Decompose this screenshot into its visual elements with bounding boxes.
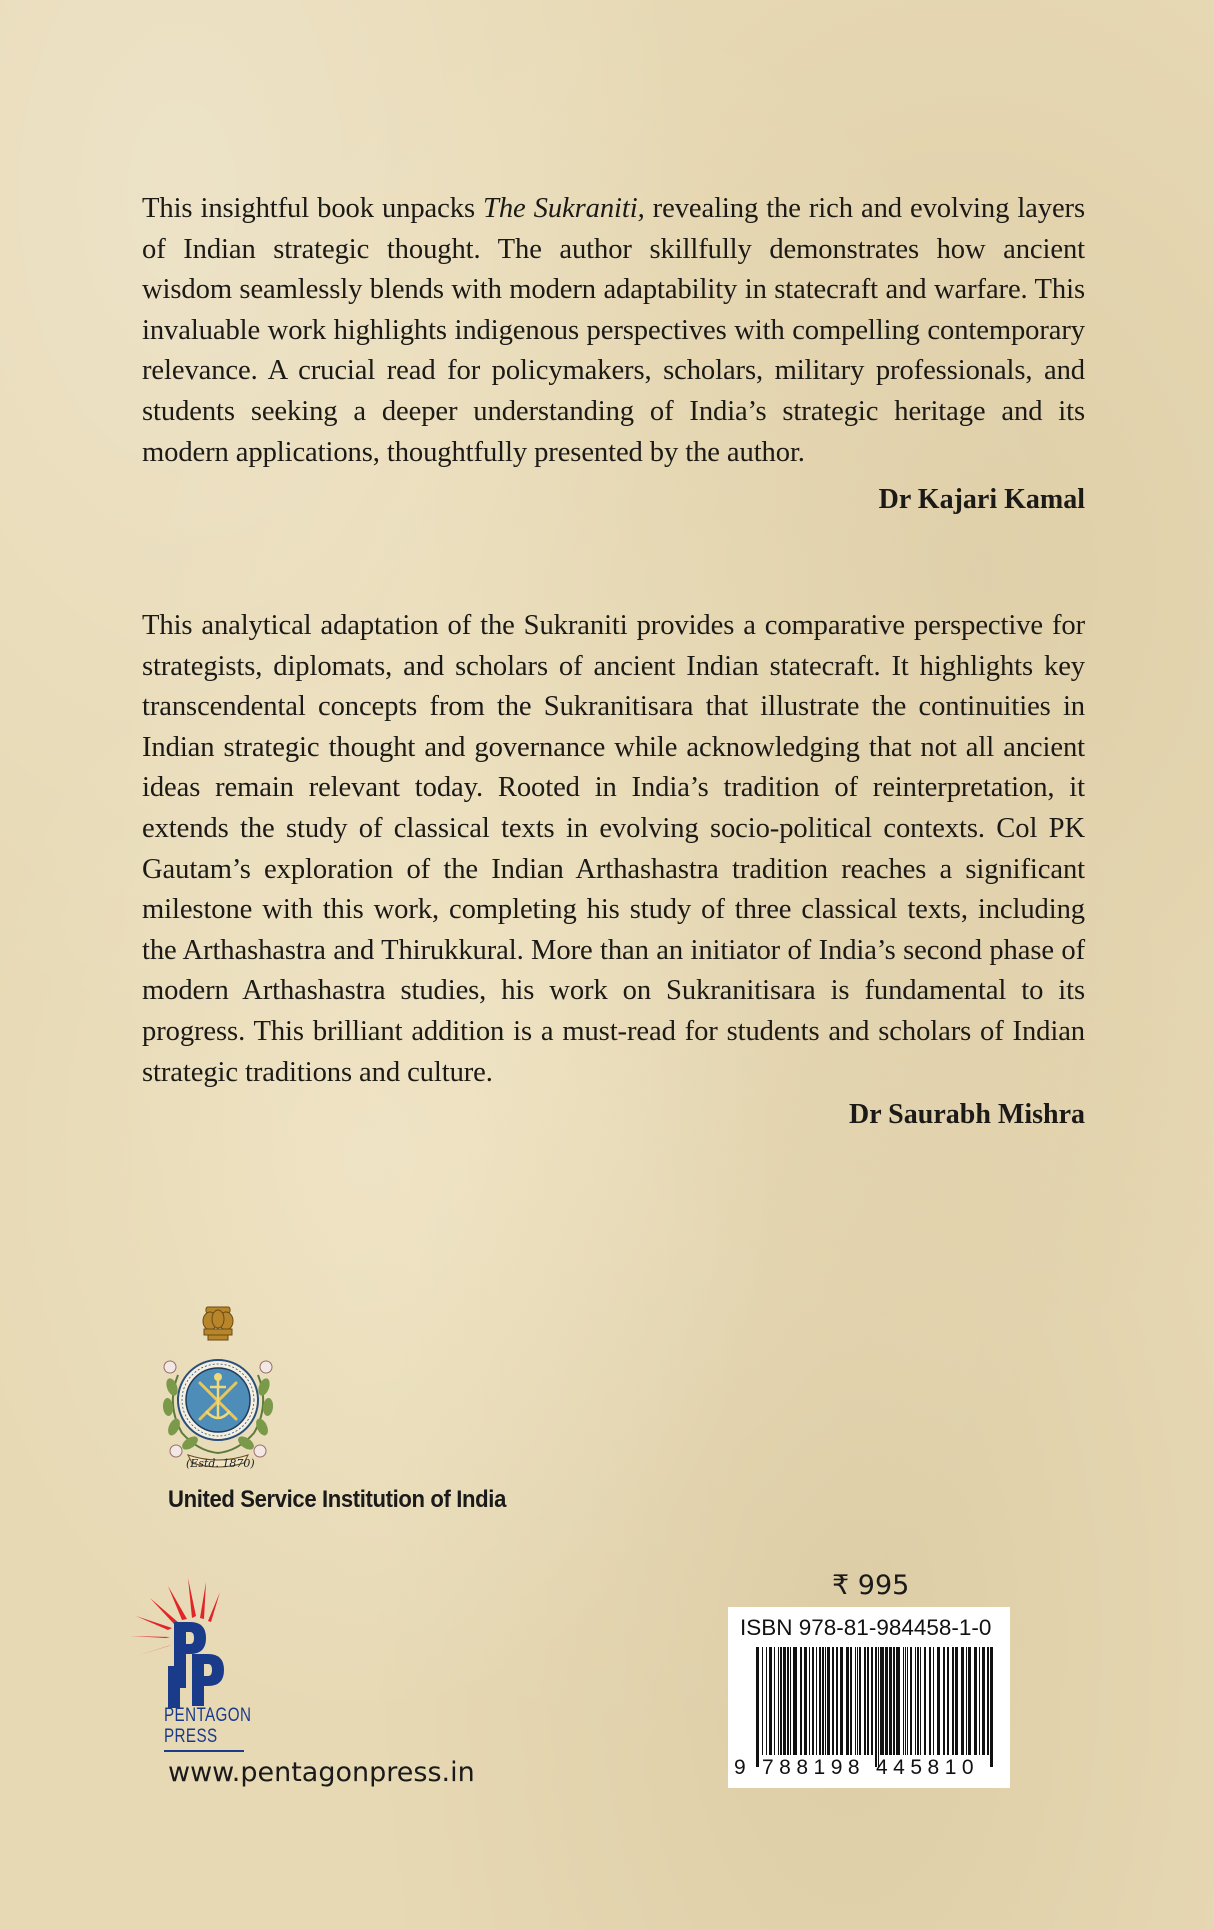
barcode-bar [816,1647,817,1755]
barcode-digits-right: 445810 [876,1756,980,1779]
barcode-bar [915,1647,916,1755]
isbn-label: ISBN 978-81-984458-1-0 [740,1615,992,1640]
barcode-bar [756,1647,759,1767]
barcode-bar [987,1647,989,1755]
barcode-bar [812,1647,814,1755]
barcode-bar [769,1647,772,1755]
barcode-bar [929,1647,931,1755]
barcode-bar [952,1647,954,1755]
book-title-italic: The Sukraniti, [483,193,645,224]
barcode-bar [825,1647,826,1755]
barcode-bar [907,1647,908,1755]
barcode-bar [840,1647,843,1755]
barcode-digits [728,1756,1010,1782]
barcode-bar [974,1647,977,1755]
usi-emblem-icon [148,1305,288,1475]
endorsement-2-author: Dr Saurabh Mishra [849,1099,1085,1130]
barcode-bar [903,1647,904,1755]
barcode-bar [809,1647,810,1755]
barcode-bar [920,1647,921,1755]
barcode-bar [766,1647,767,1755]
barcode-bar [917,1647,919,1755]
barcode-bar [896,1647,900,1755]
barcode-bar [762,1647,763,1755]
barcode-bar [787,1647,789,1755]
barcode-bar [905,1647,906,1755]
publisher-name-line2: PRESS [164,1726,218,1747]
barcode-bar [783,1647,786,1755]
barcode-bar [800,1647,802,1755]
barcode-bar [822,1647,824,1755]
barcode-bar [836,1647,838,1755]
barcode-bar [990,1647,993,1767]
barcode-bar [968,1647,971,1755]
isbn-barcode [728,1607,1010,1788]
barcode-bar [855,1647,856,1755]
barcode-bar [857,1647,858,1755]
publisher-website: www.pentagonpress.in [168,1757,475,1788]
barcode-bar [880,1647,884,1755]
barcode-bar [910,1647,912,1755]
barcode-digit-prefix: 9 [734,1756,746,1779]
book-price: ₹ 995 [832,1570,910,1601]
barcode-bar [790,1647,791,1755]
barcode-bar [979,1647,980,1755]
publisher-name-line1: PENTAGON [164,1705,252,1726]
barcode-bar [889,1647,892,1755]
barcode-digits-left: 788198 [762,1756,866,1779]
endorsement-1-text-start: This insightful book unpacks [142,193,484,224]
barcode-bar [793,1647,797,1755]
endorsement-1-text-rest: revealing the rich and evolving layers of Indian strategic thought. The author skillfully demonstrates how ancient wisdom seamlessly blends with modern adaptability in statecraft and warfare. This invaluable work highlights indigenous perspectives with compelling contemporary relevance. A crucial read for policymakers, scholars, military professionals, and students seeking a deeper understanding of India’s strategic heritage and its modern applications, thoughtfully presented by the author. [142,193,1085,468]
barcode-bar [827,1647,830,1755]
usi-name: United Service Institution of India [168,1486,506,1513]
barcode-bar [832,1647,834,1755]
barcode-bar [947,1647,949,1755]
barcode-bar [864,1647,866,1755]
publisher-underline [164,1750,244,1752]
barcode-bar [804,1647,807,1755]
barcode-bar [867,1647,869,1755]
barcode-bar [778,1647,779,1755]
barcode-bar [961,1647,964,1755]
barcode-bar [893,1647,895,1755]
barcode-bar [780,1647,782,1755]
barcode-bar [937,1647,940,1755]
barcode-bar [966,1647,967,1755]
barcode-bar [982,1647,985,1755]
barcode-bar [871,1647,873,1755]
barcode-bar [943,1647,945,1755]
barcode-bar [885,1647,888,1755]
barcode-bar [846,1647,849,1755]
barcode-bar [955,1647,958,1755]
barcode-bar [924,1647,926,1755]
barcode-bar [875,1647,877,1767]
endorsement-1-text [142,189,1085,473]
endorsement-2-text: This analytical adaptation of the Sukraniti provides a comparative perspective for strategists, diplomats, and scholars of ancient Indian statecraft. It highlights key transcendental concepts from the Sukranitisara that illustrate the continuities in Indian strategic thought and governance while acknowledging that not all ancient ideas remain relevant today. Rooted in India’s tradition of reinterpretation, it extends the study of classical texts in evolving socio-political contexts. Col PK Gautam’s exploration of the Indian Arthashastra tradition reaches a significant milestone with this work, completing his study of three classical texts, including the Arthashastra and Thirukkural. More than an initiator of India’s second phase of modern Arthashastra studies, his work on Sukranitisara is fundamental to its progress. This brilliant addition is a must-read for students and scholars of Indian strategic traditions and culture. [142,610,1085,1088]
endorsement-1-author: Dr Kajari Kamal [878,484,1085,515]
barcode-bar [859,1647,861,1755]
usi-established-year: (Estd. 1870) [186,1457,255,1470]
barcode-bar [850,1647,852,1755]
barcode-bar [819,1647,821,1755]
barcode-bar [933,1647,934,1755]
barcode-bar [774,1647,775,1755]
barcode-bar [878,1647,879,1767]
